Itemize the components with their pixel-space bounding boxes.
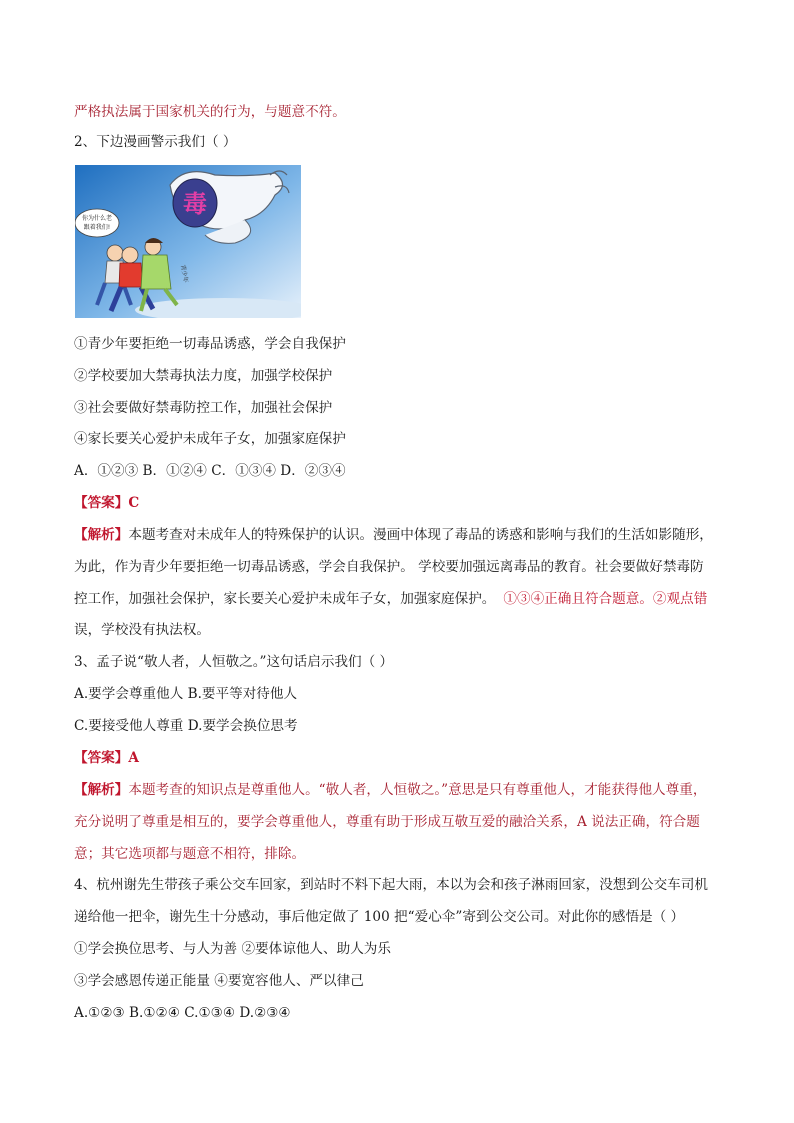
previous-answer-note: 严格执法属于国家机关的行为，与题意不符。 — [74, 104, 346, 120]
q4-options-row-2: ③学会感恩传递正能量 ④要宽容他人、严以律己 — [74, 973, 364, 989]
q2-answer-value: C — [128, 495, 140, 511]
q2-option-3: ③社会要做好禁毒防控工作，加强社会保护 — [74, 400, 333, 416]
q4-choices: A.①②③ B.①②④ C.①③④ D.②③④ — [74, 1005, 291, 1021]
q3-options-row-1: A.要学会尊重他人 B.要平等对待他人 — [74, 686, 298, 702]
drug-sign-character: 毒 — [183, 189, 207, 218]
q2-analysis-highlight: ①③④正确且符合题意。②观点错 — [503, 591, 708, 607]
q2-option-4: ④家长要关心爱护未成年子女，加强家庭保护 — [74, 431, 346, 447]
q4-options-row-1: ①学会换位思考、与人为善 ②要体谅他人、助人为乐 — [74, 941, 391, 957]
q3-analysis-line-1 — [74, 782, 706, 798]
question-2-stem: 2、下边漫画警示我们（ ） — [74, 134, 237, 150]
q2-answer-label: 【答案】 — [74, 495, 129, 511]
question-4-stem-line-2: 递给他一把伞，谢先生十分感动，事后他定做了 100 把“爱心伞”寄到公交公司。对此你的感悟是（ ） — [74, 909, 685, 925]
q3-answer — [74, 750, 139, 766]
q3-analysis-text-1: 本题考查的知识点是尊重他人。“敬人者，人恒敬之。”意思是只有尊重他人，才能获得他人尊重， — [128, 782, 707, 798]
q2-analysis-text-3: 控工作，加强社会保护，家长要关心爱护未成年子女，加强家庭保护。 — [74, 591, 496, 607]
q2-analysis-line-4: 误，学校没有执法权。 — [74, 622, 210, 638]
q3-analysis-label: 【解析】 — [74, 782, 129, 798]
q2-option-1: ①青少年要拒绝一切毒品诱惑，学会自我保护 — [74, 336, 346, 352]
q3-analysis-line-2: 充分说明了尊重是相互的，要学会尊重他人，尊重有助于形成互敬互爱的融洽关系，A 说法正确，符合题 — [74, 814, 700, 830]
cartoon-illustration — [75, 165, 301, 318]
question-4-stem-line-1: 4、杭州谢先生带孩子乘公交车回家，到站时不料下起大雨，本以为会和孩子淋雨回家，没想到公交车司机 — [74, 877, 708, 893]
question-3-stem: 3、孟子说“敬人者，人恒敬之。”这句话启示我们（ ） — [74, 654, 394, 670]
speech-bubble-line-1: 你为什么老 — [81, 215, 113, 222]
speech-bubble-line-2: 跟着我们! — [83, 224, 111, 231]
q3-options-row-2: C.要接受他人尊重 D.要学会换位思考 — [74, 718, 298, 734]
q2-analysis-line-1 — [74, 527, 713, 543]
q2-choices: A．①②③ B．①②④ C．①③④ D．②③④ — [74, 463, 346, 479]
anti-drug-cartoon — [75, 165, 301, 318]
cartoon-corner-label: 青少年 — [179, 264, 190, 284]
speech-bubble — [75, 209, 119, 237]
q2-analysis-text-1: 本题考查对未成年人的特殊保护的认识。漫画中体现了毒品的诱惑和影响与我们的生活如影随形， — [128, 527, 713, 543]
q2-analysis-line-2: 为此，作为青少年要拒绝一切毒品诱惑，学会自我保护。 学校要加强远离毒品的教育。社会要做好禁毒防 — [74, 559, 704, 575]
q2-option-2: ②学校要加大禁毒执法力度，加强学校保护 — [74, 368, 333, 384]
q3-answer-value: A — [128, 750, 139, 766]
q2-analysis-line-3 — [74, 591, 707, 607]
q3-analysis-line-3: 意；其它选项都与题意不相符，排除。 — [74, 846, 306, 862]
q3-answer-label: 【答案】 — [74, 750, 129, 766]
q2-answer — [74, 495, 139, 511]
q2-analysis-label: 【解析】 — [74, 527, 129, 543]
